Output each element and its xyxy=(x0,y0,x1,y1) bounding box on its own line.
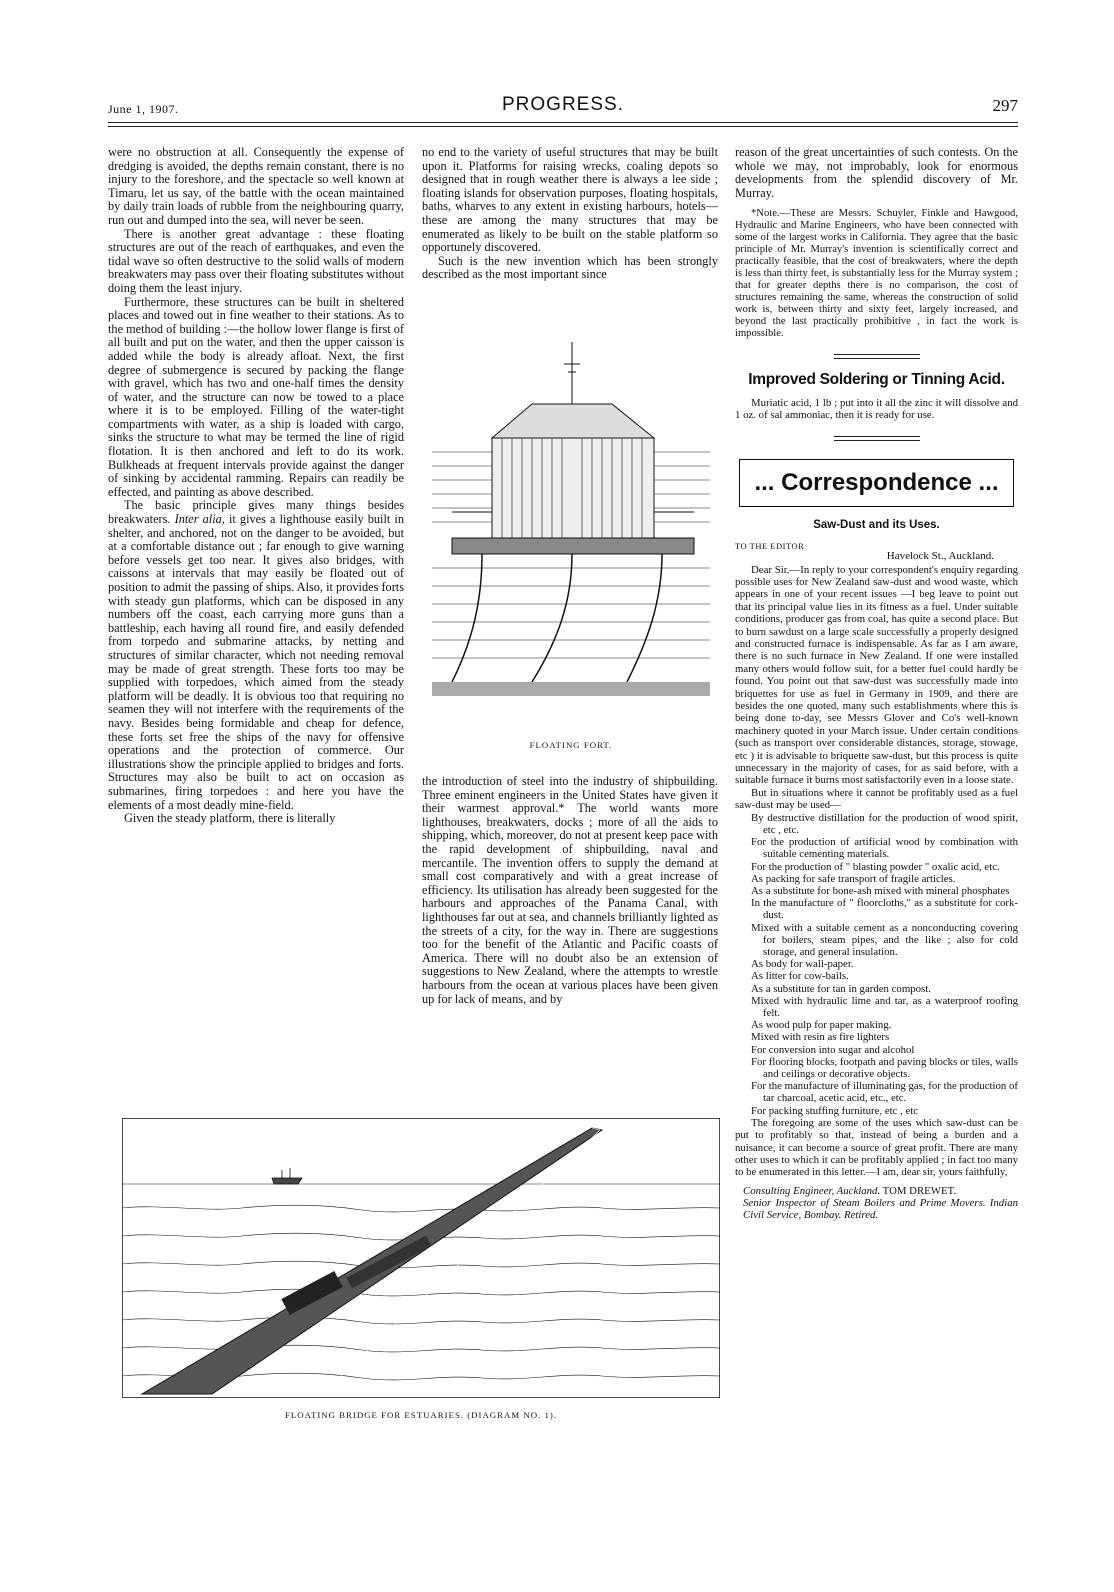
letter-paragraph: Dear Sir.—In reply to your correspondent's enquiry regarding possible uses for New Zealand saw-dust and wood waste, which appears in one of your recent issues —I beg leave to point out that its principal value lies in its fitness as a fuel. Under suitable conditions, producer gas from coal, has quite a second place. But to burn sawdust on a large scale successfully a properly designed and constructed furnace is indispensable. As far as I am aware, there is no such furnace in New Zealand. If one were installed many others would follow suit, for a better fuel could hardly be found. You point out that saw-dust was successfully made into briquettes for use as fuel in Germany in 1909, and there are besides the one quoted, many such establishments where this is being done to-day, see Messrs Glover and Co's well-known machinery quoted in your March issue. Under certain conditions (such as transport over considerable distances, storage, stowage, etc ) it is advisable to briquette saw-dust, but this process is quite unnecessary in the majority of cases, for as said before, with a suitable furnace it burns most satisfactorily even in a loose state. xyxy=(735,563,1018,787)
list-item: As packing for safe transport of fragile articles. xyxy=(751,872,956,885)
column-2-top xyxy=(422,146,718,282)
header-rule-2 xyxy=(108,126,1018,127)
column-1 xyxy=(108,146,404,826)
paragraph: Given the steady platform, there is literally xyxy=(124,811,336,826)
signature-title: Consulting Engineer, Auckland. xyxy=(743,1184,881,1197)
list-item: Mixed with resin as fire lighters xyxy=(751,1031,890,1044)
list-item: For the manufacture of illuminating gas, for the production of tar charcoal, acetic acid, etc., etc. xyxy=(751,1080,1018,1105)
list-item: Mixed with hydraulic lime and tar, as a waterproof roofing felt. xyxy=(751,994,1018,1019)
soldering-text: Muriatic acid, 1 lb ; put into it all the zinc it will dissolve and 1 oz. of sal ammoniac, then it is ready for use. xyxy=(735,396,1018,422)
list-item: For the production of " blasting powder " oxalic acid, etc. xyxy=(751,860,1000,873)
uses-list xyxy=(735,812,1018,1117)
signature-name: TOM DREWET. xyxy=(882,1184,957,1197)
paragraph: no end to the variety of useful structures that may be built upon it. Platforms for raising wrecks, coaling depots so designed that in rough weather there is always a lee side ; floating islands for observation purposes, floating hospitals, baths, wharves to any extent in existing harbours, hotels—these are among the many structures that may be enumerated as likely to be built on the stable platform so opportunely discovered. xyxy=(422,145,718,255)
header-rule xyxy=(108,122,1018,123)
column-2-bottom xyxy=(422,775,718,1006)
signature-credentials: Senior Inspector of Steam Boilers and Prime Movers. Indian Civil Service, Bombay. Retired. xyxy=(743,1196,1018,1221)
sawdust-heading: Saw-Dust and its Uses. xyxy=(813,518,940,531)
publication-title: PROGRESS. xyxy=(502,94,624,115)
list-item: For packing stuffing furniture, etc , etc xyxy=(751,1104,919,1117)
list-item: By destructive distillation for the production of wood spirit, etc , etc. xyxy=(751,811,1018,836)
column-3 xyxy=(735,146,1018,1221)
footnote: *Note.—These are Messrs. Schuyler, Finkle and Hawgood, Hydraulic and Marine Engineers, who have been connected with some of the largest works in California. They agree that the basic principle of Mr. Murray's invention is scientifically correct and practically feasible, that the cost of breakwaters, where the depth is less than thirty feet, is substantially less for the Murray system ; that for greater depths there is no comparison, the cost of structures remaining the same, whereas the construction of solid work is, between thirty and sixty feet, largely increased, and beyond the last practically prohibitive , in fact the work is impossible. xyxy=(735,208,1018,340)
list-item: In the manufacture of " floorcloths," as a substitute for cork-dust. xyxy=(751,897,1018,922)
list-item: As litter for cow-bails. xyxy=(751,970,849,983)
soldering-heading: Improved Soldering or Tinning Acid. xyxy=(748,371,1005,389)
text-run: The basic principle gives many things besides breakwaters. xyxy=(108,498,404,527)
bridge-caption: FLOATING BRIDGE FOR ESTUARIES. (DIAGRAM NO. 1). xyxy=(284,1410,558,1420)
correspondence-heading: ... Correspondence ... xyxy=(754,468,999,496)
section-divider xyxy=(834,436,920,441)
signature-block xyxy=(735,1185,1018,1221)
list-item: As a substitute for tan in garden compost. xyxy=(751,982,931,995)
paragraph: Such is the new invention which has been strongly described as the most important since xyxy=(422,253,718,282)
paragraph: There is another great advantage : these floating structures are out of the reach of earthquakes, and even the tidal wave so often destructive to the solid walls of modern breakwaters may pass over their floating substitutes without doing them the least injury. xyxy=(108,226,404,295)
text-run: it gives a lighthouse easily built in shelter, and anchored, not on the danger to be avoided, but at a comfortable distance out ; far enough to give warning before vessels get too near. It gives also bridges, with caissons at intervals that may easily be floated out of position to admit the passing of ships. Also, it provides forts with steady gun platforms, which can be disposed in any numbers off the coast, each carrying more guns than a battleship, each having all round fire, and easily defended from torpedo and submarine attacks, by netting and structures of similar character, which not needing removal may be made of great strength. These forts too may be supplied with torpedoes, which aimed from the steady platform will be deadly. It is obvious too that requiring no seamen they will not interfere with the requirements of the navy. Besides being formidable and cheap for defence, these forts set free the ships of the navy for offensive operations and the protection of commerce. Our illustrations show the principle applied to bridges and forts. Structures may also be built to act on occasion as submarines, firing torpedoes : and here you have the elements of a most deadly mine-field. xyxy=(108,512,404,812)
letter-paragraph: The foregoing are some of the uses which saw-dust can be put to profitably so that, instead of being a burden and a nuisance, it can become a source of great profit. There are many other uses to which it can be profitably applied ; in fact too many to be enumerated in this letter.—I am, dear sir, yours faithfully, xyxy=(735,1116,1018,1179)
paragraph: Furthermore, these structures can be built in sheltered places and towed out in fine weather to their stations. As to the method of building :—the hollow lower flange is first of all built and put on the water, and then the upper caisson is added while the body is already afloat. Next, the first degree of submergence is secured by packing the flange with gravel, which has two and one-half times the density of water, and the structure can now be towed to a place where it is to be employed. Filling of the water-tight compartments with water, as a ship is loaded with cargo, sinks the structure to what may be termed the line of rigid flotation. It is then anchored and left to do its work. Bulkheads at frequent intervals provide against the danger of sinking by accidental ramming. Repairs can readily be effected, and painting as above described. xyxy=(108,294,404,499)
list-item: As a substitute for bone-ash mixed with mineral phosphates xyxy=(751,884,1010,897)
list-item: For the production of artificial wood by combination with suitable cementing materials. xyxy=(751,836,1018,861)
list-item: For flooring blocks, footpath and paving blocks or tiles, walls and ceilings or decorative objects. xyxy=(751,1055,1018,1080)
list-item: Mixed with a suitable cement as a nonconducting covering for boilers, steam pipes, and the like ; also for cold storage, and general insulation. xyxy=(751,921,1018,958)
letter-paragraph: But in situations where it cannot be profitably used as a fuel saw-dust may be used— xyxy=(735,786,1018,812)
page-header xyxy=(108,96,1018,120)
list-item: As wood pulp for paper making. xyxy=(751,1019,892,1032)
floating-bridge-illustration xyxy=(122,1118,720,1398)
floating-fort-illustration xyxy=(432,342,710,702)
paragraph xyxy=(108,499,404,812)
paragraph: were no obstruction at all. Consequently the expense of dredging is avoided, the depths remain constant, there is no injury to the foreshore, and the spectacle so well known at Timaru, let us say, of the battle with the ocean maintained by daily train loads of rubble from the neighbouring quarry, run out and dumped into the sea, will never be seen. xyxy=(108,145,404,227)
fort-caption: FLOATING FORT. xyxy=(529,740,613,750)
italic-phrase: Inter alia, xyxy=(174,512,225,527)
list-item: For conversion into sugar and alcohol xyxy=(751,1043,915,1056)
paragraph: the introduction of steel into the industry of shipbuilding. Three eminent engineers in the United States have given it their warmest approval.* The world wants more lighthouses, breakwaters, docks ; more of all the aids to shipping, which, moreover, do not at present keep pace with the rapid development of shipbuilding, naval and mercantile. The invention offers to supply the demand at small cost comparatively and with a great increase of efficiency. Its utilisation has already been suggested for the harbours and approaches of the Panama Canal, with lighthouses far out at sea, and channels brilliantly lighted as the streets of a city, for the way in. There are suggestions too for the benefit of the Atlantic and Pacific coasts of America. There will no doubt also be an extension of suggestions to New Zealand, where the attempts to wrestle harbours from the ocean at various places have been given up for lack of means, and by xyxy=(422,774,718,1006)
correspondence-heading-box xyxy=(739,459,1014,507)
paragraph: reason of the great uncertainties of such contests. On the whole we may, not improbably, look for enormous developments from the splendid discovery of Mr. Murray. xyxy=(735,145,1018,200)
page-number: 297 xyxy=(992,96,1018,115)
section-divider xyxy=(834,354,920,359)
to-editor: TO THE EDITOR xyxy=(735,541,805,552)
issue-date: June 1, 1907. xyxy=(108,102,179,116)
letter-address: Havelock St., Auckland. xyxy=(886,549,994,562)
list-item: As body for wall-paper. xyxy=(751,958,854,971)
